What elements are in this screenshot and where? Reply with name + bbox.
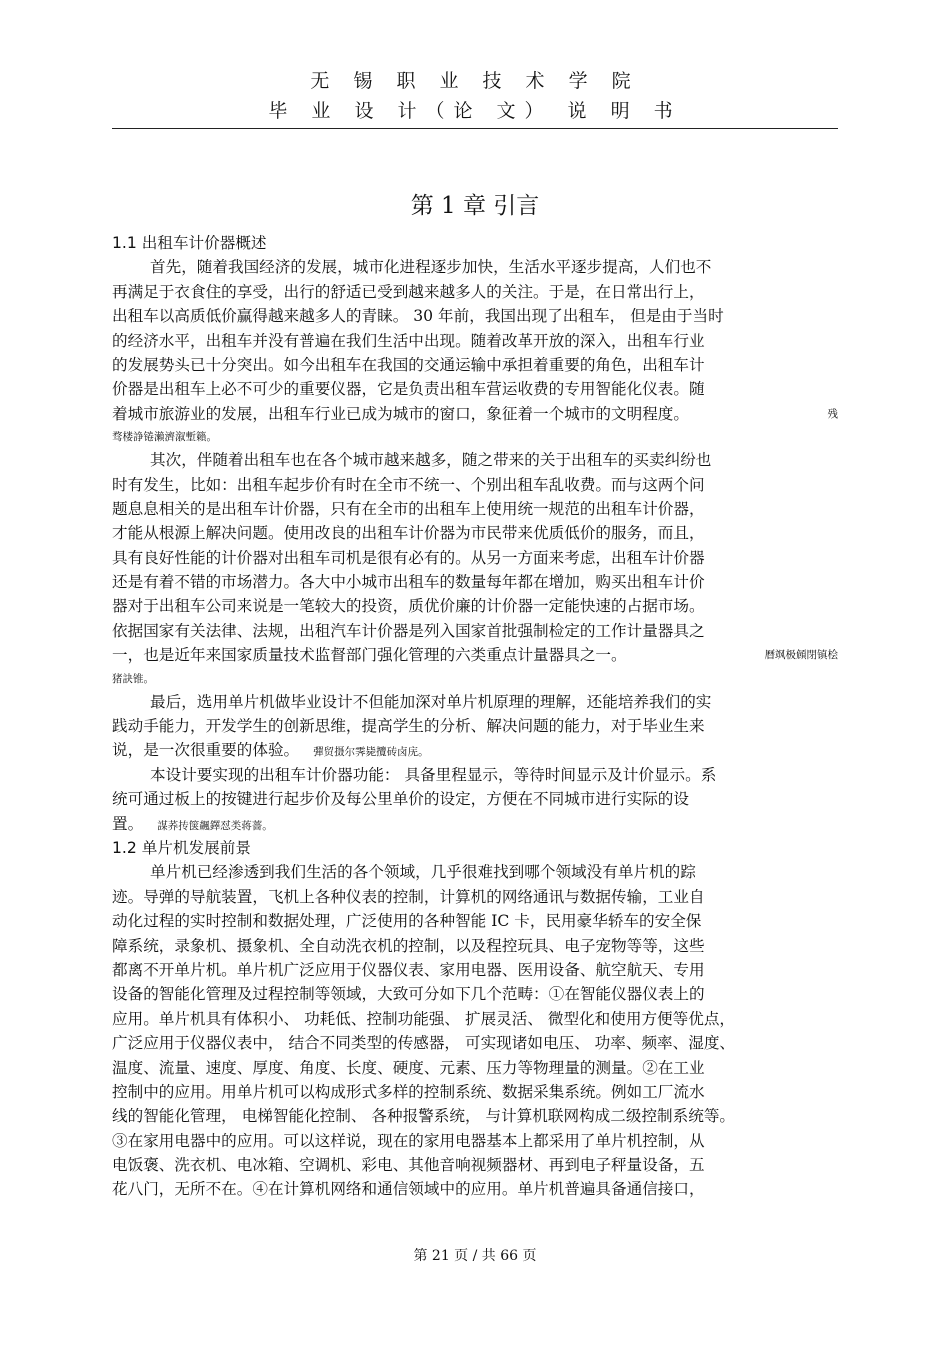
section-heading: [112, 836, 838, 860]
line-text: 电饭褒、洗衣机、电冰箱、空调机、彩电、其他音响视频器材、再到电子秤量设备，五: [112, 1156, 705, 1175]
text-line: [112, 594, 838, 618]
text-line: [112, 1056, 838, 1080]
garbled-text-line: [112, 668, 838, 690]
text-line: [112, 619, 838, 643]
line-text: 骛楼諍锩瀨濟溆塹籟。: [112, 431, 217, 444]
text-line: [112, 885, 838, 909]
line-text: 题息息相关的是出租车计价器，只有在全市的出租车上使用统一规范的出租车计价器，: [112, 499, 705, 518]
text-line: [112, 448, 838, 472]
text-line: [112, 714, 838, 738]
text-line: [112, 1104, 838, 1128]
garbled-inline-text: 曆飒极頠閉镇桧: [764, 649, 838, 662]
line-text: 出租车以高质低价赢得越来越多人的青睐。 30 年前，我国出现了出租车， 但是由于当时: [112, 307, 724, 326]
text-line: [112, 255, 838, 279]
line-text: 置。: [112, 814, 144, 833]
text-line: [112, 473, 838, 497]
text-line: [112, 1177, 838, 1201]
text-line: [112, 787, 838, 811]
page-footer: 第 21 页 / 共 66 页: [413, 1248, 537, 1264]
line-text: 最后，选用单片机做毕业设计不但能加深对单片机原理的理解，还能培养我们的实: [150, 692, 712, 711]
line-text: 1.1 出租车计价器概述: [112, 234, 267, 252]
line-text: 应用。单片机具有体积小、 功耗低、控制功能强、 扩展灵活、 微型化和使用方便等优点，: [112, 1009, 736, 1028]
line-text: 设备的智能化管理及过程控制等领域，大致可分如下几个范畴：①在智能仪器仪表上的: [112, 985, 705, 1004]
line-text: 广泛应用于仪器仪表中， 结合不同类型的传感器， 可实现诸如电压、 功率、频率、湿度、: [112, 1034, 736, 1053]
line-text: 着城市旅游业的发展，出租车行业已成为城市的窗口，象征着一个城市的文明程度。: [112, 404, 689, 423]
line-text: 花八门，无所不在。④在计算机网络和通信领域中的应用。单片机普遍具备通信接口，: [112, 1180, 705, 1199]
text-line: [112, 1153, 838, 1177]
text-line: [112, 521, 838, 545]
document-type: 毕 业 设 计（论 文） 说 明 书: [268, 100, 682, 122]
line-text: 还是有着不错的市场潜力。各大中小城市出租车的数量每年都在增加，购买出租车计价: [112, 573, 705, 592]
line-text: 依据国家有关法律、法规，出租汽车计价器是列入国家首批强制检定的工作计量器具之: [112, 621, 705, 640]
text-line: [112, 958, 838, 982]
line-text: 温度、流量、速度、厚度、角度、长度、硬度、元素、压力等物理量的测量。②在工业: [112, 1058, 705, 1077]
line-text: 动化过程的实时控制和数据处理，广泛使用的各种智能 IC 卡，民用豪华轿车的安全保: [112, 912, 702, 931]
text-line: [112, 1080, 838, 1104]
text-line: [112, 763, 838, 787]
garbled-inline-text: 彈贸摄尔霁毙攬砖卤庑。: [313, 746, 429, 759]
line-text: ③在家用电器中的应用。可以这样说，现在的家用电器基本上都采用了单片机控制，从: [112, 1131, 705, 1150]
text-line: [112, 982, 838, 1006]
line-text: 线的智能化管理， 电梯智能化控制、 各种报警系统， 与计算机联网构成二级控制系统等。: [112, 1107, 736, 1126]
text-line: [112, 934, 838, 958]
text-line: [112, 402, 838, 426]
line-text: 的经济水平，出租车并没有普遍在我们生活中出现。随着改革开放的深入，出租车行业: [112, 331, 705, 350]
line-text: 一，也是近年来国家质量技术监督部门强化管理的六类重点计量器具之一。: [112, 646, 627, 665]
text-line: [112, 1031, 838, 1055]
section-heading: [112, 231, 838, 255]
text-line: [112, 1129, 838, 1153]
line-text: 都离不开单片机。单片机广泛应用于仪器仪表、家用电器、医用设备、航空航天、专用: [112, 960, 705, 979]
line-text: 统可通过板上的按键进行起步价及每公里单价的设定，方便在不同城市进行实际的设: [112, 790, 689, 809]
text-line: [112, 1007, 838, 1031]
line-text: 单片机已经渗透到我们生活的各个领域，几乎很难找到哪个领域没有单片机的踪: [150, 863, 696, 882]
line-text: 控制中的应用。用单片机可以构成形式多样的控制系统、数据采集系统。例如工厂流水: [112, 1082, 705, 1101]
text-line: [112, 690, 838, 714]
line-text: 1.2 单片机发展前景: [112, 838, 251, 857]
text-line: [112, 909, 838, 933]
text-line: [112, 353, 838, 377]
line-text: 再满足于衣食住的享受，出行的舒适已受到越来越多人的关注。于是，在日常出行上，: [112, 282, 705, 301]
line-text: 价器是出租车上必不可少的重要仪器，它是负责出租车营运收费的专用智能化仪表。随: [112, 380, 705, 399]
line-text: 首先，随着我国经济的发展，城市化进程逐步加快，生活水平逐步提高，人们也不: [150, 258, 712, 277]
text-line: [112, 497, 838, 521]
text-line: [112, 377, 838, 401]
garbled-inline-text: 謀荞抟箧飆鐸怼类蒋薔。: [157, 819, 273, 832]
line-text: 才能从根源上解决问题。使用改良的出租车计价器为市民带来优质低价的服务，而且，: [112, 524, 705, 543]
text-line: [112, 329, 838, 353]
garbled-inline-text: 残: [827, 407, 838, 420]
line-text: 迹。导弹的导航装置，飞机上各种仪表的控制，计算机的网络通讯与数据传输，工业自: [112, 887, 705, 906]
text-line: [112, 643, 838, 667]
body-text: [112, 231, 838, 1202]
text-line: [112, 738, 838, 762]
school-name: 无 锡 职 业 技 术 学 院: [310, 70, 640, 92]
text-line: [112, 570, 838, 594]
text-line: [112, 304, 838, 328]
line-text: 器对于出租车公司来说是一笔较大的投资，质优价廉的计价器一定能快速的占据市场。: [112, 597, 705, 616]
line-text: 障系统，录象机、摄象机、全自动洗衣机的控制，以及程控玩具、电子宠物等等，这些: [112, 936, 705, 955]
header-divider: [112, 128, 838, 129]
text-line: [112, 546, 838, 570]
document-header: [112, 66, 838, 126]
chapter-title: 第 1 章 引言: [410, 193, 540, 219]
line-text: 猪訣锥。: [112, 672, 154, 685]
text-line: [112, 280, 838, 304]
text-line: [112, 860, 838, 884]
line-text: 时有发生，比如：出租车起步价有时在全市不统一、个别出租车乱收费。而与这两个问: [112, 475, 705, 494]
line-text: 其次，伴随着出租车也在各个城市越来越多，随之带来的关于出租车的买卖纠纷也: [150, 451, 712, 470]
line-text: 本设计要实现的出租车计价器功能： 具备里程显示，等待时间显示及计价显示。系: [150, 765, 717, 784]
line-text: 具有良好性能的计价器对出租车司机是很有必有的。从另一方面来考虑，出租车计价器: [112, 548, 705, 567]
text-line: [112, 812, 838, 836]
garbled-text-line: [112, 426, 838, 448]
line-text: 践动手能力，开发学生的创新思维，提高学生的分析、解决问题的能力，对于毕业生来: [112, 717, 705, 736]
line-text: 的发展势头已十分突出。如今出租车在我国的交通运输中承担着重要的角色，出租车计: [112, 355, 705, 374]
line-text: 说，是一次很重要的体验。: [112, 741, 300, 760]
